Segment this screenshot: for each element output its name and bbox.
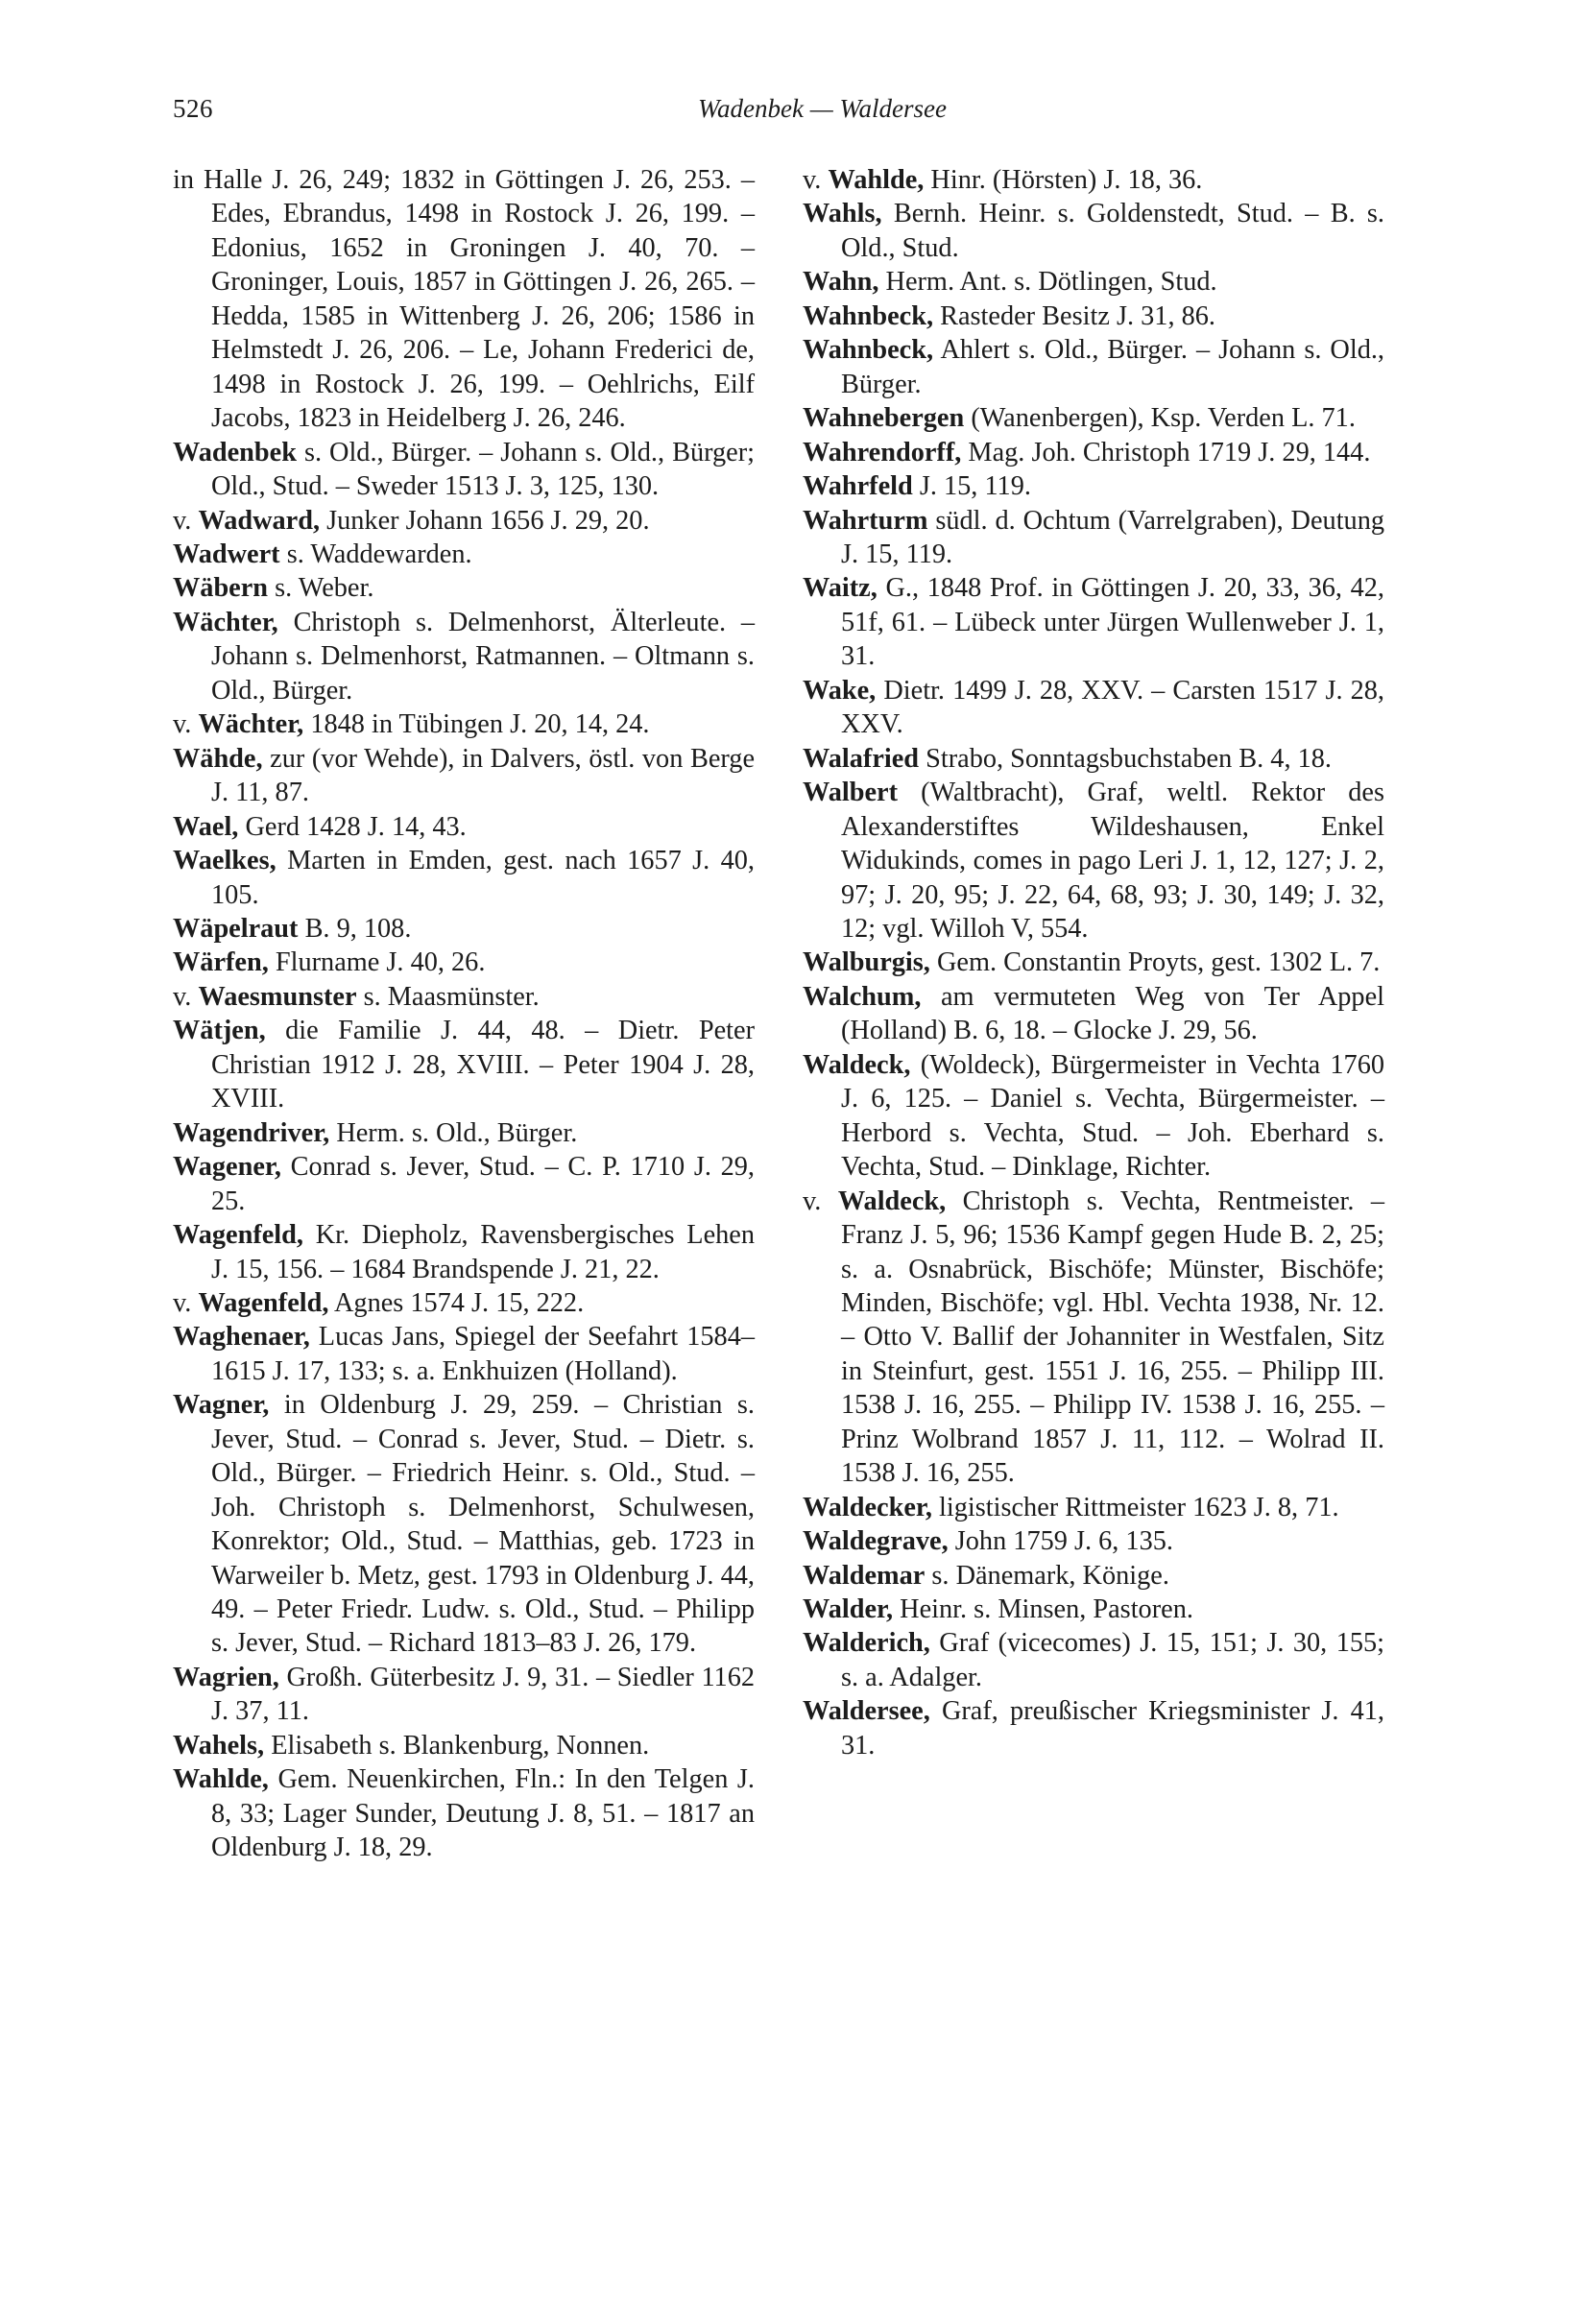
entry-prefix: v. [173, 505, 199, 536]
entry-headword: Walbert [803, 778, 899, 808]
entry-text: Junker Johann 1656 J. 29, 20. [326, 505, 650, 536]
index-entry [803, 1694, 1384, 1762]
entry-text: Gem. Constantin Proyts, gest. 1302 L. 7. [936, 947, 1381, 978]
index-entry [173, 1116, 755, 1150]
index-entry [173, 742, 755, 810]
index-entry [803, 946, 1384, 979]
entry-headword: Walchum, [803, 981, 922, 1012]
index-entry [803, 197, 1384, 265]
entry-headword: Wagner, [173, 1390, 270, 1421]
entry-headword: Wahrturm [803, 505, 928, 536]
entry-headword: Wahrfeld [803, 471, 913, 502]
entry-prefix: v. [173, 981, 199, 1012]
entry-headword: Wahrendorff, [803, 437, 962, 467]
running-head: Wadenbek — Waldersee [698, 94, 947, 123]
entry-headword: Waldemar [803, 1560, 926, 1591]
entry-text: Flurname J. 40, 26. [275, 947, 486, 978]
entry-text: Christoph s. Delmenhorst, Älterleute. – Johann s. Delmenhorst, Ratmannen. – Oltmann s. Old., Bürger. [211, 607, 756, 706]
entry-headword: Wagenfeld, [173, 1220, 303, 1251]
entry-headword: Wahn, [803, 267, 879, 298]
entry-text: Graf, preußischer Kriegsminister J. 41, 31. [841, 1696, 1385, 1761]
index-entry [803, 333, 1384, 401]
index-entry [803, 401, 1384, 435]
entry-text: Christoph s. Vechta, Rentmeister. – Franz J. 5, 96; 1536 Kampf gegen Hude B. 2, 25; s. a. Osnabrück, Bischöfe; Münster, Bischöfe; Minden, Bischöfe; vgl. Hbl. Vechta 1938, Nr. 12. – Otto V. Ballif der Johanniter in Westfalen, Sitz in Steinfurt, gest. 1551 J. 16, 255. – Philipp III. 1538 J. 16, 255. – Philipp IV. 1538 J. 16, 255. – Prinz Wolbrand 1857 J. 11, 112. – Wolrad II. 1538 J. 16, 255. [841, 1186, 1384, 1489]
entry-text: G., 1848 Prof. in Göttingen J. 20, 33, 36, 42, 51f, 61. – Lübeck unter Jürgen Wullenweber J. 1, 31. [841, 573, 1385, 672]
entry-text: Großh. Güterbesitz J. 9, 31. – Siedler 1162 J. 37, 11. [211, 1662, 755, 1727]
index-entry [803, 265, 1384, 299]
entry-text: Graf (vicecomes) J. 15, 151; J. 30, 155; s. a. Adalger. [841, 1628, 1385, 1692]
entry-text: Dietr. 1499 J. 28, XXV. – Carsten 1517 J. 28, XXV. [841, 675, 1385, 740]
entry-headword: Wagenfeld, [198, 1287, 329, 1318]
entry-text: John 1759 J. 6, 135. [954, 1526, 1173, 1557]
entry-headword: Waldeck, [803, 1049, 911, 1080]
index-entry [173, 1388, 755, 1661]
entry-text: J. 15, 119. [919, 471, 1031, 502]
index-entry [173, 946, 755, 979]
entry-text: Ahlert s. Old., Bürger. – Johann s. Old., Bürger. [841, 335, 1384, 399]
entry-headword: Wahnebergen [803, 403, 965, 434]
entry-headword: Wadward, [198, 505, 321, 536]
entry-text: (Woldeck), Bürgermeister in Vechta 1760 J. 6, 125. – Daniel s. Vechta, Bürgermeister. – Herbord s. Vechta, Stud. – Joh. Eberhard s. Vechta, Stud. – Dinklage, Richter. [841, 1049, 1384, 1183]
entry-text: s. Old., Bürger. – Johann s. Old., Bürger; Old., Stud. – Sweder 1513 J. 3, 125, 130. [211, 437, 755, 502]
entry-headword: Wagener, [173, 1152, 281, 1183]
entry-text: in Oldenburg J. 29, 259. – Christian s. Jever, Stud. – Conrad s. Jever, Stud. – Dietr. s. Old., Bürger. – Friedrich Heinr. s. Old., Stud. – Joh. Christoph s. Delmenhorst, Schulwesen, Konrektor; Old., Stud. – Matthias, geb. 1723 in Warweiler b. Metz, gest. 1793 in Oldenburg J. 44, 49. – Peter Friedr. Ludw. s. Old., Stud. – Philipp s. Jever, Stud. – Richard 1813–83 J. 26, 179. [211, 1390, 755, 1659]
entry-prefix: v. [803, 1186, 838, 1216]
entry-text: (Wanenbergen), Ksp. Verden L. 71. [971, 403, 1356, 434]
entry-headword: Wächter, [173, 607, 278, 637]
index-entry [173, 436, 755, 504]
entry-text: Heinr. s. Minsen, Pastoren. [900, 1594, 1193, 1625]
index-entry [803, 1626, 1384, 1694]
entry-headword: Wahls, [803, 199, 882, 229]
index-entry [803, 776, 1384, 946]
index-entry [173, 980, 755, 1014]
index-entry [803, 742, 1384, 776]
index-entry [803, 980, 1384, 1048]
index-entry [803, 674, 1384, 742]
index-entry [803, 504, 1384, 572]
index-entry [173, 1762, 755, 1864]
entry-text: in Halle J. 26, 249; 1832 in Göttingen J. 26, 253. – Edes, Ebrandus, 1498 in Rostock J. 26, 199. – Edonius, 1652 in Groningen J. 40, 70. – Groninger, Louis, 1857 in Göttingen J. 26, 265. – Hedda, 1585 in Wittenberg J. 26, 206; 1586 in Helmstedt J. 26, 206. – Le, Johann Frederici de, 1498 in Rostock J. 26, 199. – Oehlrichs, Eilf Jacobs, 1823 in Heidelberg J. 26, 246. [173, 165, 755, 434]
entry-headword: Waitz, [803, 573, 878, 604]
index-entry [173, 707, 755, 741]
entry-headword: Wael, [173, 811, 239, 842]
entry-text: s. Dänemark, Könige. [931, 1560, 1169, 1591]
entry-headword: Wahnbeck, [803, 335, 934, 366]
index-entry [173, 912, 755, 946]
index-entry [173, 1150, 755, 1218]
index-entry [173, 1729, 755, 1762]
entry-headword: Wäpelraut [173, 913, 299, 944]
entry-text: Herm. s. Old., Bürger. [336, 1117, 578, 1148]
entry-text: Herm. Ant. s. Dötlingen, Stud. [885, 267, 1217, 298]
index-entry [173, 1286, 755, 1320]
index-entry [173, 538, 755, 571]
index-entry [803, 571, 1384, 673]
entry-headword: Wächter, [198, 709, 304, 740]
entry-text: zur (vor Wehde), in Dalvers, östl. von Berge J. 11, 87. [211, 743, 756, 808]
index-entry [173, 810, 755, 844]
index-entry [803, 469, 1384, 503]
entry-text: Conrad s. Jever, Stud. – C. P. 1710 J. 29, 25. [211, 1152, 756, 1216]
entry-text: Strabo, Sonntagsbuchstaben B. 4, 18. [926, 743, 1332, 774]
index-entry [803, 1524, 1384, 1558]
entry-text: Agnes 1574 J. 15, 222. [333, 1287, 585, 1318]
index-entry [173, 606, 755, 707]
index-entry [803, 1048, 1384, 1185]
entry-headword: Waldegrave, [803, 1526, 949, 1557]
entry-text: ligistischer Rittmeister 1623 J. 8, 71. [939, 1492, 1339, 1522]
entry-headword: Wagrien, [173, 1662, 279, 1692]
entry-text: Marten in Emden, gest. nach 1657 J. 40, 105. [211, 846, 755, 910]
entry-text: Gerd 1428 J. 14, 43. [245, 811, 467, 842]
entry-headword: Wake, [803, 675, 877, 706]
entry-headword: Wäbern [173, 573, 269, 604]
index-entry [173, 504, 755, 538]
entry-headword: Wähde, [173, 743, 263, 774]
index-entry [173, 163, 755, 436]
index-entry [803, 1559, 1384, 1593]
index-entry [173, 571, 755, 605]
entry-headword: Waghenaer, [173, 1322, 310, 1353]
entry-headword: Wahlde, [173, 1764, 269, 1795]
entry-text: südl. d. Ochtum (Varrelgraben), Deutung J. 15, 119. [841, 505, 1384, 569]
entry-text: Gem. Neuenkirchen, Fln.: In den Telgen J. 8, 33; Lager Sunder, Deutung J. 8, 51. – 1817 an Oldenburg J. 18, 29. [211, 1764, 755, 1863]
index-entry [803, 1185, 1384, 1491]
index-entry [803, 1593, 1384, 1626]
entry-headword: Waesmunster [198, 981, 357, 1012]
entry-headword: Wadwert [173, 539, 280, 569]
entry-text: 1848 in Tübingen J. 20, 14, 24. [310, 709, 650, 740]
index-entry [173, 1661, 755, 1729]
entry-headword: Walderich, [803, 1628, 930, 1659]
page-number: 526 [173, 94, 213, 123]
entry-text: Elisabeth s. Blankenburg, Nonnen. [271, 1730, 650, 1761]
index-entry [173, 1320, 755, 1388]
entry-text: s. Waddewarden. [286, 539, 472, 569]
index-entry [173, 1014, 755, 1115]
entry-headword: Wärfen, [173, 947, 269, 978]
entry-headword: Waelkes, [173, 846, 277, 876]
entry-text: am vermuteten Weg von Ter Appel (Holland) B. 6, 18. – Glocke J. 29, 56. [841, 981, 1384, 1046]
entry-text: Hinr. (Hörsten) J. 18, 36. [930, 165, 1203, 195]
entry-headword: Walburgis, [803, 947, 930, 978]
entry-text: Bernh. Heinr. s. Goldenstedt, Stud. – B. s. Old., Stud. [841, 199, 1385, 263]
entry-headword: Wagendriver, [173, 1117, 330, 1148]
entry-headword: Walafried [803, 743, 920, 774]
entry-text: s. Maasmünster. [363, 981, 540, 1012]
index-entry [803, 163, 1384, 197]
entry-text: Rasteder Besitz J. 31, 86. [940, 300, 1215, 331]
entry-headword: Wadenbek [173, 437, 297, 467]
entry-headword: Wahels, [173, 1730, 265, 1761]
entry-text: Lucas Jans, Spiegel der Seefahrt 1584–1615 J. 17, 133; s. a. Enkhuizen (Holland). [211, 1322, 755, 1386]
entry-prefix: v. [173, 709, 199, 740]
index-entry [173, 844, 755, 912]
index-entry [803, 299, 1384, 333]
entry-text: Kr. Diepholz, Ravensbergisches Lehen J. 15, 156. – 1684 Brandspende J. 21, 22. [211, 1220, 755, 1284]
entry-headword: Waldecker, [803, 1492, 932, 1522]
left-column [173, 163, 755, 1865]
index-entry [173, 1218, 755, 1286]
entry-prefix: v. [803, 165, 829, 195]
entry-headword: Wahlde, [828, 165, 925, 195]
index-entry [803, 436, 1384, 469]
entry-headword: Waldersee, [803, 1696, 930, 1727]
entry-headword: Walder, [803, 1594, 894, 1625]
index-entry [803, 1491, 1384, 1524]
entry-prefix: v. [173, 1287, 199, 1318]
right-column [803, 163, 1384, 1762]
entry-text: B. 9, 108. [304, 913, 412, 944]
entry-headword: Waldeck, [837, 1186, 947, 1216]
entry-headword: Wahnbeck, [803, 300, 934, 331]
entry-text: die Familie J. 44, 48. – Dietr. Peter Christian 1912 J. 28, XVIII. – Peter 1904 J. 28, XVIII. [211, 1016, 755, 1114]
entry-text: (Waltbracht), Graf, weltl. Rektor des Alexanderstiftes Wildeshausen, Enkel Widukinds, comes in pago Leri J. 1, 12, 127; J. 2, 97; J. 20, 95; J. 22, 64, 68, 93; J. 30, 149; J. 32, 12; vgl. Willoh V, 554. [841, 778, 1384, 944]
entry-text: Mag. Joh. Christoph 1719 J. 29, 144. [968, 437, 1371, 467]
entry-headword: Wätjen, [173, 1016, 266, 1046]
entry-text: s. Weber. [275, 573, 374, 604]
